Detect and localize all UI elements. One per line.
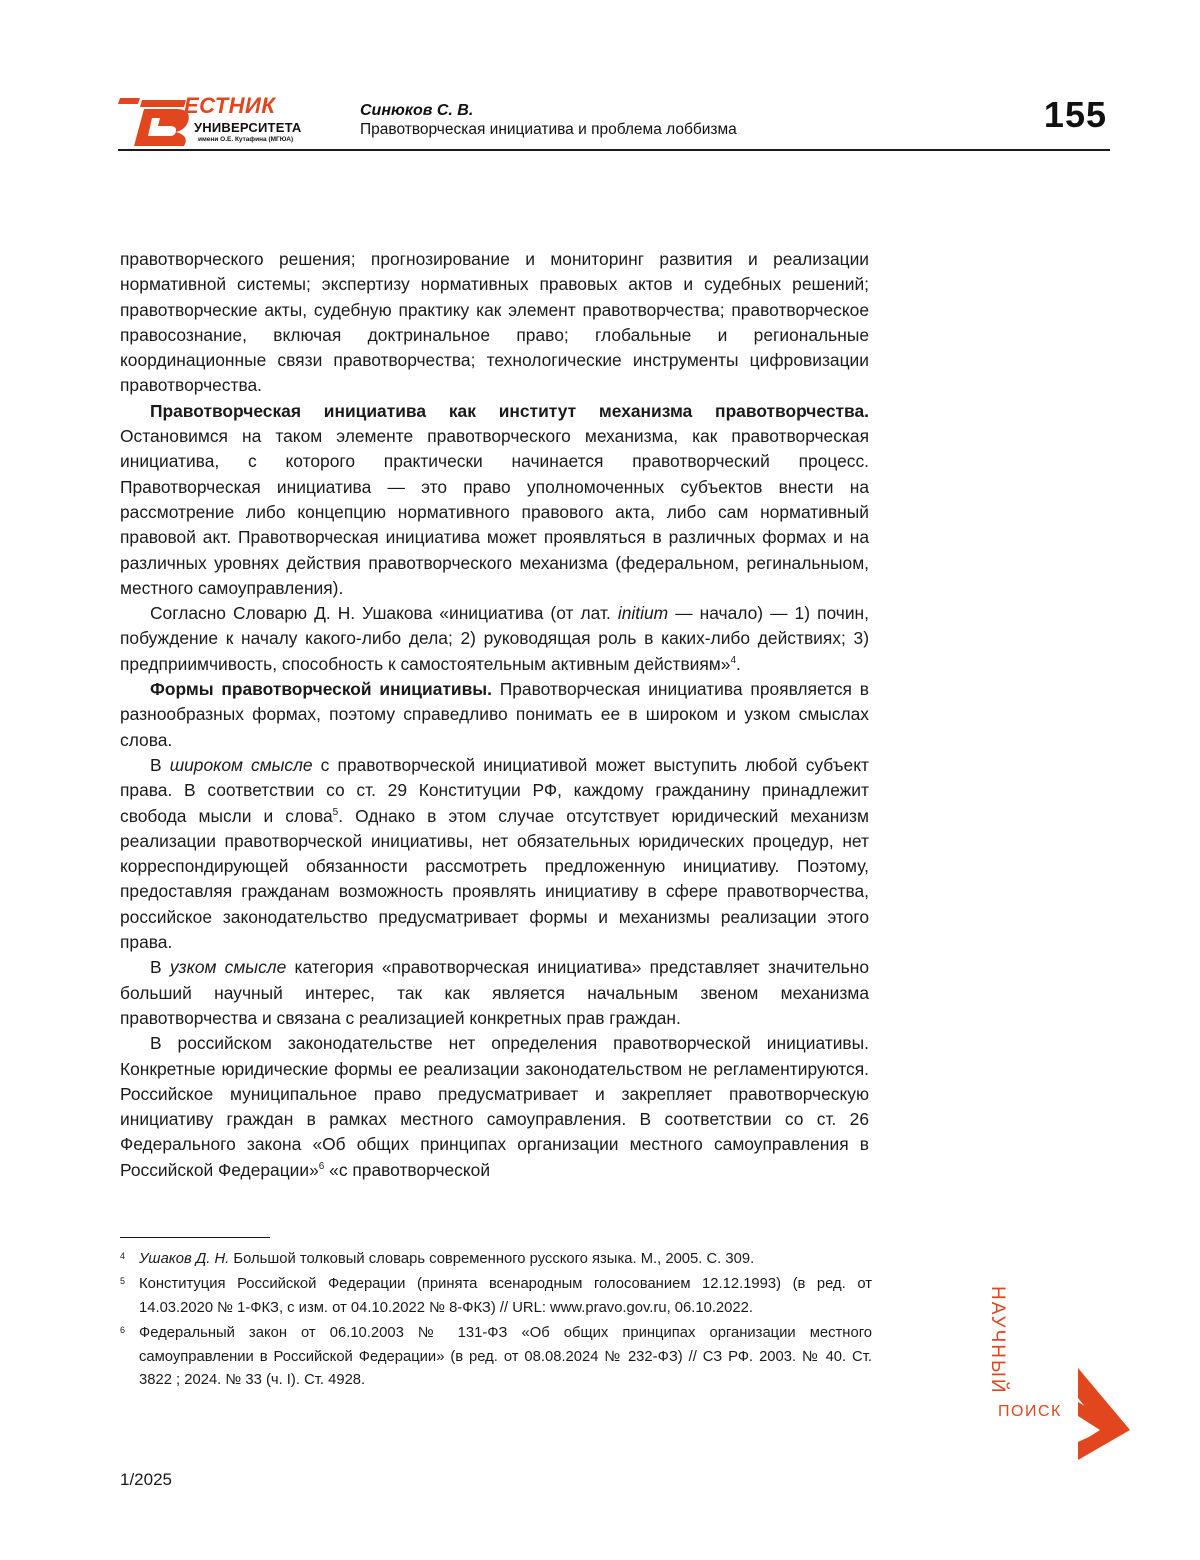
journal-logo: [118, 96, 323, 148]
footnote-number: 6: [120, 1322, 125, 1338]
page-number: 155: [1044, 94, 1107, 136]
footnotes: [120, 1248, 872, 1394]
footnote-divider: [120, 1237, 270, 1238]
footnote-number: 5: [120, 1273, 125, 1289]
footnote-number: 4: [120, 1248, 125, 1264]
section-heading: Формы правотворческой инициативы.: [150, 679, 492, 699]
section-heading: Правотворческая инициатива как институт механизма правотворчества.: [150, 401, 869, 421]
footnote: 5 Конституция Российской Федерации (принята всенародным голосованием 12.12.1993) (в ред. от 14.03.2020 № 1-ФКЗ, с изм. от 04.10.2022 № 8-ФКЗ) // URL: www.pravo.gov.ru, 06.10.2022.: [120, 1273, 872, 1320]
footnote-ref[interactable]: 4: [730, 655, 736, 666]
running-head-author: Синюков С. В.: [360, 102, 473, 120]
logo-caption: имени О.Е. Кутафина (МГЮА): [198, 136, 293, 143]
footnote-ref[interactable]: 6: [319, 1161, 325, 1172]
footnote: 6 Федеральный закон от 06.10.2003 № 131-ФЗ «Об общих принципах организации местного самоуправлении в Российской Федерации» (в ред. от 08.08.2024 № 232-ФЗ) // СЗ РФ. 2003. № 40. Ст. 3822 ; 2024. № 33 (ч. I). Ст. 4928.: [120, 1322, 872, 1392]
paragraph: В узком смысле категория «правотворческая инициатива» представляет значительно больший научный интерес, так как является начальным звеном механизма правотворчества и связана с реализацией конкретных прав граждан.: [120, 955, 869, 1031]
paragraph: правотворческого решения; прогнозирование и мониторинг развития и реализации нормативной системы; экспертизу нормативных правовых актов и судебных решений; правотворческие акты, судебную практику как элемент правотворчества; правотворческое правосознание, включая доктринальное право; глобальные и региональные координационные связи правотворчества; технологические инструменты цифровизации правотворчества.: [120, 247, 869, 399]
header-divider: [118, 149, 1110, 151]
paragraph: Правотворческая инициатива как институт механизма правотворчества. Остановимся на таком элементе правотворческого механизма, как правотворческая инициатива, с которого практически начинается правотворческий процесс. Правотворческая инициатива — это право уполномоченных субъектов внести на рассмотрение либо концепцию нормативного правового акта, либо сам нормативный правовой акт. Правотворческая инициатива может проявляться в различных формах и на различных уровнях действия правотворческого механизма (федеральном, регинальныом, местного самоуправления).: [120, 399, 869, 601]
running-head-title: Правотворческая инициатива и проблема лоббизма: [360, 121, 737, 139]
paragraph: В российском законодательстве нет определения правотворческой инициативы. Конкретные юридические формы ее реализации законодательством не регламентируются. Российское муниципальное право предусматривает и закрепляет правотворческую инициативу граждан в рамках местного самоуправления. В соответствии со ст. 26 Федерального закона «Об общих принципах организации местного самоуправления в Российской Федерации»6 «с правотворческой: [120, 1031, 869, 1183]
logo-title: ЕСТНИК: [184, 93, 275, 119]
paragraph: В широком смысле с правотворческой инициативой может выступить любой субъект права. В соответствии со ст. 29 Конституции РФ, каждому гражданину принадлежит свобода мысли и слова5. Однако в этом случае отсутствует юридический механизм реализации правотворческой инициативы, нет обязательных юридических процедур, нет корреспондирующей обязанности рассмотреть предложенную инициативу. Поэтому, предоставляя гражданам возможность проявлять инициативу в сфере правотворчества, российское законодательство предусматривает формы и механизмы реализации этого права.: [120, 753, 869, 955]
badge-horizontal-text: ПОИСК: [998, 1403, 1062, 1421]
footnote-ref[interactable]: 5: [333, 807, 339, 818]
footnote: 4 Ушаков Д. Н. Большой толковый словарь современного русского языка. М., 2005. С. 309.: [120, 1248, 872, 1271]
logo-subtitle: УНИВЕРСИТЕТА: [194, 120, 301, 135]
article-body: [120, 247, 869, 1183]
badge-vertical-text: НАУЧНЫЙ: [986, 1286, 1008, 1395]
paragraph: Формы правотворческой инициативы. Правотворческая инициатива проявляется в разнообразных формах, поэтому справедливо понимать ее в широком и узком смыслах слова.: [120, 677, 869, 753]
paragraph: Согласно Словарю Д. Н. Ушакова «инициатива (от лат. initium — начало) — 1) почин, побуждение к началу какого-либо дела; 2) руководящая роль в каких-либо действиях; 3) предприимчивость, способность к самостоятельным активным действиям»4.: [120, 601, 869, 677]
section-badge: [980, 1280, 1140, 1470]
issue-number: 1/2025: [120, 1470, 172, 1490]
